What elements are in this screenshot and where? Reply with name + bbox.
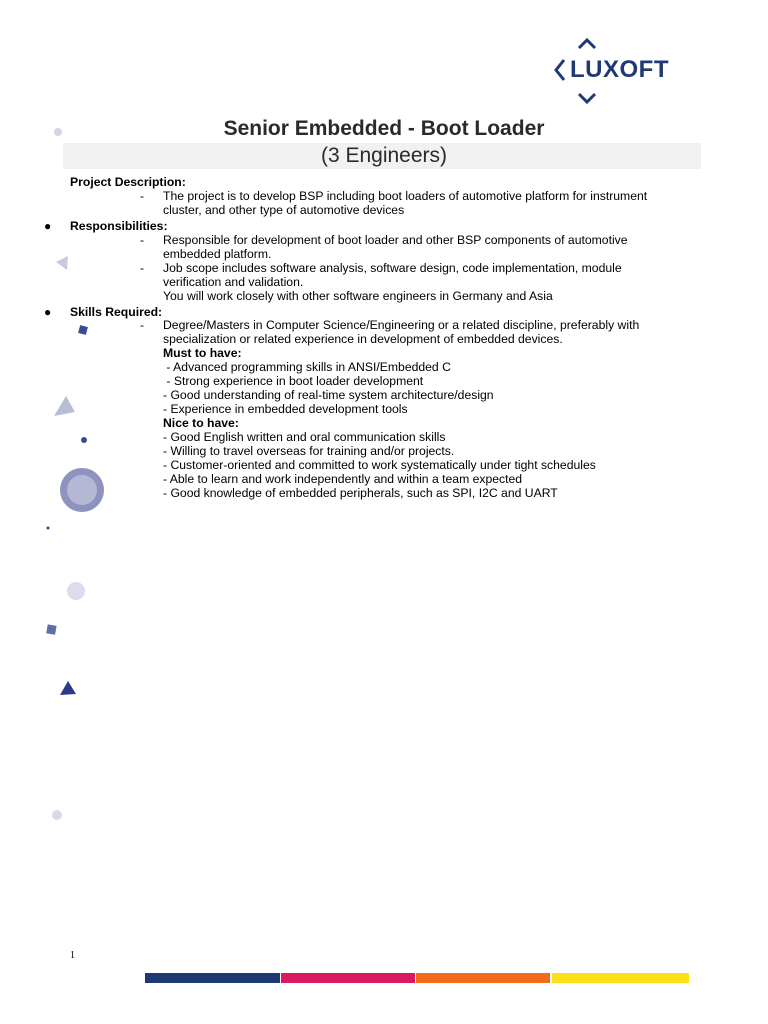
nice-to-have-item: - Good English written and oral communication skills [163,430,446,444]
must-have-item: - Good understanding of real-time system architecture/design [163,388,494,402]
responsibility-line: Responsible for development of boot loader and other BSP components of automotive [163,233,628,247]
page-number: 1 [70,950,75,961]
nice-to-have-heading: Nice to have: [163,416,239,430]
footer-bar-magenta [281,973,415,983]
must-have-item: - Strong experience in boot loader development [163,374,424,388]
skills-heading: Skills Required: [70,305,163,319]
responsibility-line: embedded platform. [163,247,272,261]
dash-marker: - [140,233,145,247]
responsibility-line: verification and validation. [163,275,304,289]
must-have-heading: Must to have: [163,346,242,360]
footer-bar-orange [416,973,550,983]
responsibilities-heading: Responsibilities: [70,219,168,233]
footer-bar-yellow [552,973,689,983]
bullet-icon: ● [44,305,52,319]
nice-to-have-item: - Willing to travel overseas for training and/or projects. [163,444,455,458]
page-subtitle: (3 Engineers) [320,144,448,167]
must-have-item: - Advanced programming skills in ANSI/Embedded C [163,360,451,374]
nice-to-have-item: - Customer-oriented and committed to work systematically under tight schedules [163,458,596,472]
decorative-dot [50,808,70,824]
responsibility-line: You will work closely with other software engineers in Germany and Asia [163,289,553,303]
project-line: cluster, and other type of automotive devices [163,203,405,217]
project-line: The project is to develop BSP including boot loaders of automotive platform for instrument [163,189,648,203]
nice-to-have-item: - Good knowledge of embedded peripherals, such as SPI, I2C and UART [163,486,558,500]
nice-to-have-item: - Able to learn and work independently and within a team expected [163,472,523,486]
logo-text: LUXOFT [570,56,669,83]
dash-marker: - [140,318,145,332]
skills-intro-line: specialization or related experience in development of embedded devices. [163,332,563,346]
responsibility-line: Job scope includes software analysis, software design, code implementation, module [163,261,622,275]
dash-marker: - [140,189,145,203]
page-title: Senior Embedded - Boot Loader [223,117,545,140]
luxoft-logo [550,38,682,104]
skills-intro-line: Degree/Masters in Computer Science/Engineering or a related discipline, preferably with [163,318,640,332]
footer-bar-navy [145,973,280,983]
decorative-shapes [40,120,120,720]
must-have-item: - Experience in embedded development tools [163,402,408,416]
project-heading: Project Description: [70,175,186,189]
bullet-icon: ● [44,219,52,233]
dash-marker: - [140,261,145,275]
